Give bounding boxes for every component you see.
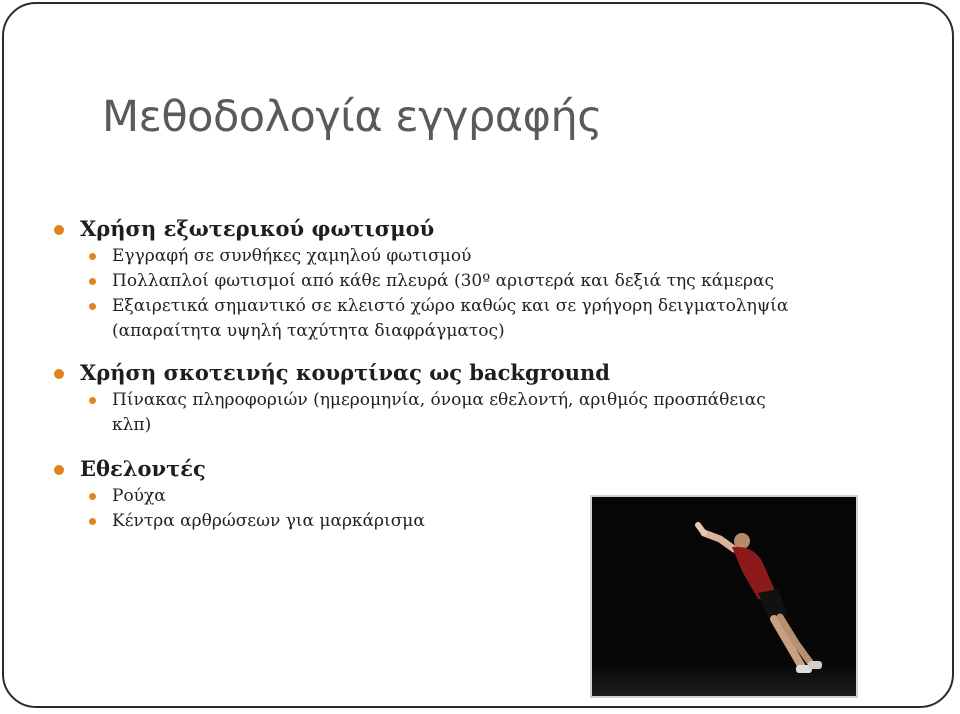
list-item — [48, 294, 828, 344]
list-item-text: Εγγραφή σε συνθήκες χαμηλού φωτισμού — [112, 246, 472, 266]
list-item-text: Κέντρα αρθρώσεων για μαρκάρισμα — [112, 511, 425, 531]
athlete-figure-icon — [592, 497, 856, 696]
bullet-icon — [89, 397, 96, 404]
bullet-icon — [89, 493, 96, 500]
list-item — [48, 388, 802, 438]
bullet-icon — [89, 278, 96, 285]
list-item-text: Πίνακας πληροφοριών (ημερομηνία, όνομα εθελοντή, αριθμός προσπάθειας κλπ) — [112, 390, 766, 435]
section-heading-volunteers — [48, 454, 828, 484]
bullet-icon — [89, 303, 96, 310]
list-item-text: Εξαιρετικά σημαντικό σε κλειστό χώρο καθώς και σε γρήγορη δειγματοληψία (απαραίτητα υψηλή ταχύτητα διαφράγματος) — [112, 296, 789, 341]
list-item — [48, 244, 828, 269]
bullet-icon — [89, 253, 96, 260]
slide-content — [48, 214, 828, 534]
list-item-text: Ρούχα — [112, 486, 166, 506]
athlete-jump-photo — [590, 495, 858, 698]
section-heading-text: Χρήση εξωτερικού φωτισμού — [80, 216, 435, 241]
section-heading-text: Εθελοντές — [80, 456, 206, 481]
bullet-icon — [54, 225, 64, 235]
slide-title: Μεθοδολογία εγγραφής — [102, 92, 602, 142]
section-heading-curtain — [48, 358, 828, 388]
section-heading-text: Χρήση σκοτεινής κουρτίνας ως background — [80, 360, 610, 385]
list-item — [48, 269, 828, 294]
section-heading-lighting — [48, 214, 828, 244]
bullet-icon — [89, 518, 96, 525]
list-item-text: Πολλαπλοί φωτισμοί από κάθε πλευρά (30º αριστερά και δεξιά της κάμερας — [112, 271, 775, 291]
bullet-icon — [54, 369, 64, 379]
bullet-icon — [54, 465, 64, 475]
